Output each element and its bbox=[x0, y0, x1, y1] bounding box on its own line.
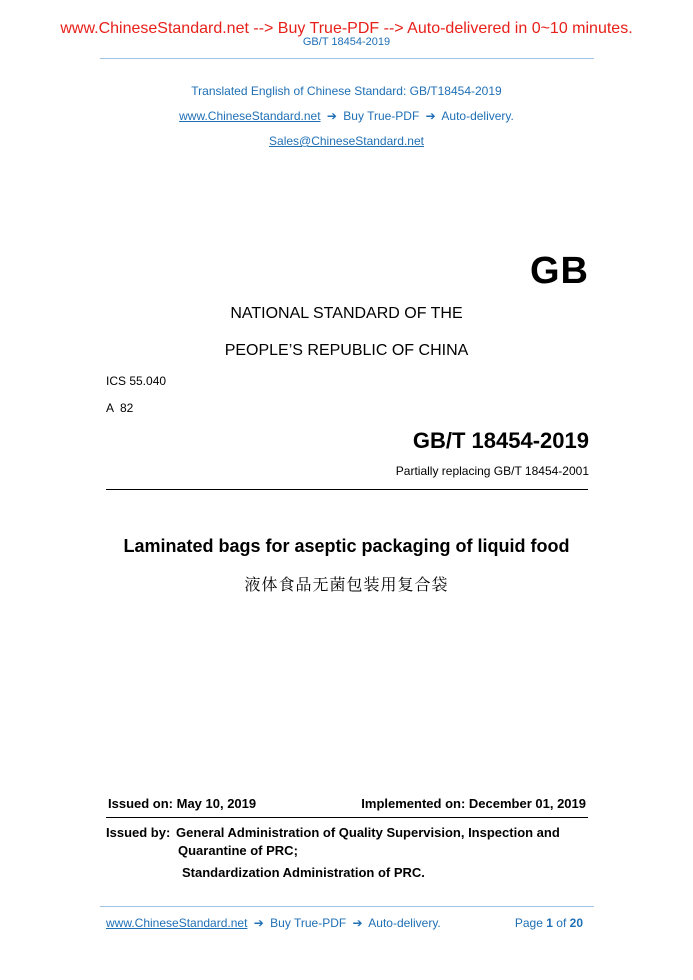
header-divider bbox=[100, 58, 594, 59]
footer-auto-text: Auto-delivery. bbox=[368, 916, 441, 930]
title-english: Laminated bags for aseptic packaging of liquid food bbox=[123, 536, 570, 556]
issued-by-label: Issued by: bbox=[106, 825, 171, 840]
sales-email-link[interactable]: Sales@ChineseStandard.net bbox=[269, 134, 424, 148]
national-standard-line2: PEOPLE’S REPUBLIC OF CHINA bbox=[224, 342, 469, 359]
implemented-on: Implemented on: December 01, 2019 bbox=[361, 796, 586, 811]
site-link[interactable]: www.ChineseStandard.net bbox=[179, 109, 321, 123]
ccs-code: A 82 bbox=[106, 401, 134, 415]
translation-links bbox=[0, 109, 693, 123]
right-arrow-icon: ➔ bbox=[326, 109, 337, 123]
email-row bbox=[0, 134, 693, 148]
right-arrow-icon: ➔ bbox=[253, 916, 264, 930]
page-indicator bbox=[515, 916, 583, 930]
issuer-2: Standardization Administration of PRC. bbox=[182, 865, 425, 880]
header-standard-code: GB/T 18454-2019 bbox=[302, 36, 391, 48]
buy-pdf-text: Buy True-PDF bbox=[343, 109, 420, 123]
title-chinese: 液体食品无菌包装用复合袋 bbox=[244, 575, 449, 594]
translation-notice: Translated English of Chinese Standard: GB/T18454-2019 bbox=[191, 84, 502, 98]
issuer-1-line1: General Administration of Quality Supervision, Inspection and bbox=[176, 825, 560, 840]
replacing-note: Partially replacing GB/T 18454-2001 bbox=[395, 464, 589, 478]
page-total: 20 bbox=[569, 916, 583, 930]
page-label: Page bbox=[514, 916, 543, 930]
footer-site-link[interactable]: www.ChineseStandard.net bbox=[106, 916, 248, 930]
title-divider bbox=[106, 489, 588, 490]
right-arrow-icon: ➔ bbox=[425, 109, 436, 123]
footer-divider bbox=[100, 906, 594, 907]
footer-buy-text: Buy True-PDF bbox=[270, 916, 347, 930]
page-number: 1 bbox=[546, 916, 553, 930]
gb-logo: GB bbox=[530, 250, 589, 292]
top-banner[interactable]: www.ChineseStandard.net --> Buy True-PDF --> Auto-delivered in 0~10 minutes. bbox=[60, 20, 633, 37]
dates-divider bbox=[106, 817, 588, 818]
footer-links bbox=[106, 916, 441, 930]
ics-code: ICS 55.040 bbox=[106, 374, 167, 388]
issuer-1-line2: Quarantine of PRC; bbox=[178, 843, 298, 858]
national-standard-line1: NATIONAL STANDARD OF THE bbox=[230, 305, 463, 322]
of-label: of bbox=[556, 916, 567, 930]
issued-on: Issued on: May 10, 2019 bbox=[108, 796, 257, 811]
right-arrow-icon: ➔ bbox=[352, 916, 363, 930]
auto-delivery-text: Auto-delivery. bbox=[441, 109, 514, 123]
standard-code: GB/T 18454-2019 bbox=[412, 428, 589, 453]
